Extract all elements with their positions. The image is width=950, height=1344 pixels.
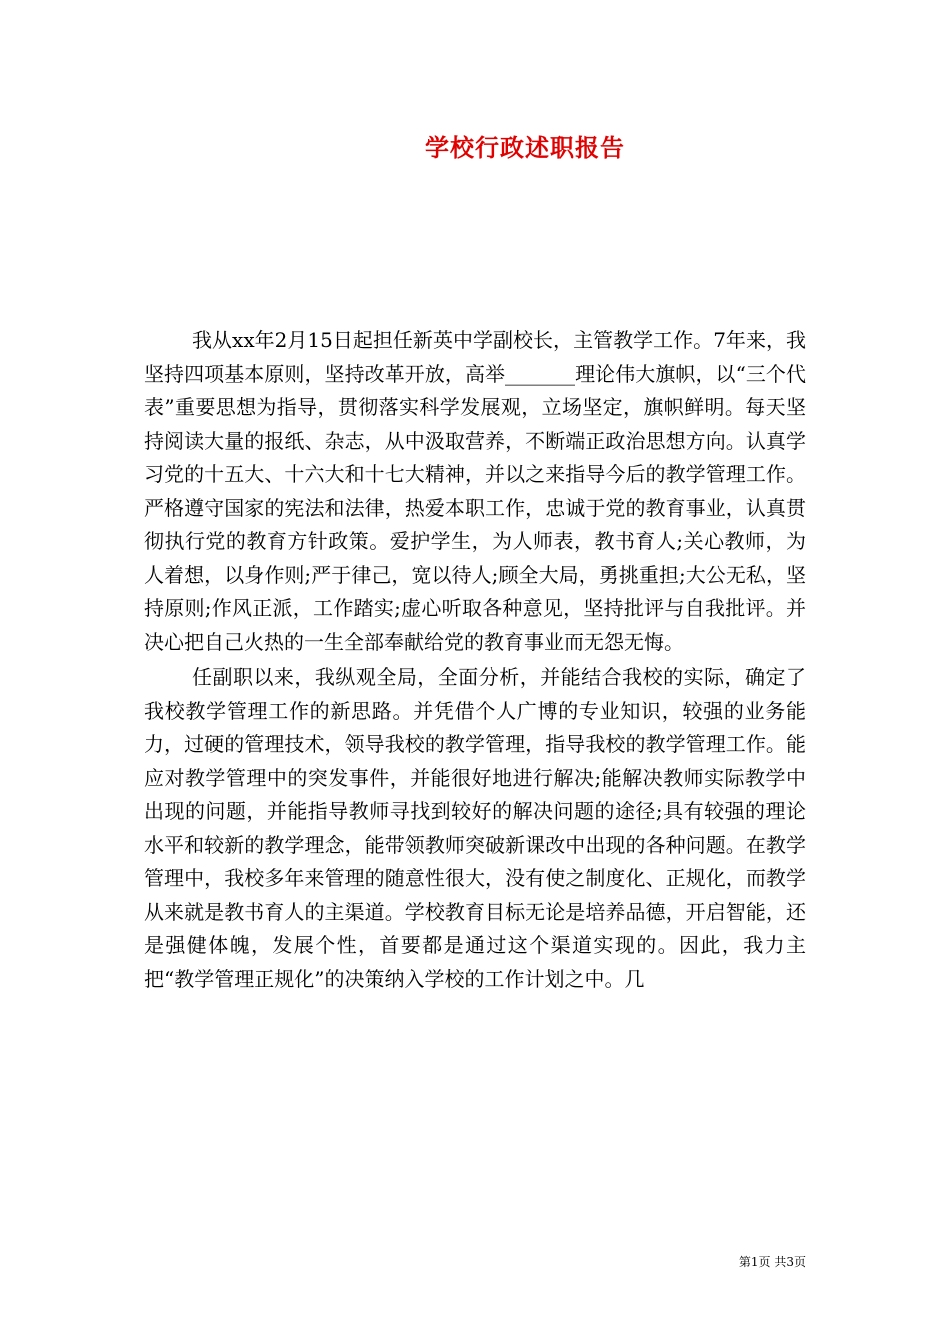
paragraph-1: 我从xx年2月15日起担任新英中学副校长，主管教学工作。7年来，我坚持四项基本原则，坚持改革开放，高举_______理论伟大旗帜，以“三个代表”重要思想为指导，贯彻落实科学发展观，立场坚定，旗帜鲜明。每天坚持阅读大量的报纸、杂志，从中汲取营养，不断端正政治思想方向。认真学习党的十五大、十六大和十七大精神，并以之来指导今后的教学管理工作。严格遵守国家的宪法和法律，热爱本职工作，忠诚于党的教育事业，认真贯彻执行党的教育方针政策。爱护学生，为人师表，教书育人;关心教师，为人着想，以身作则;严于律己，宽以待人;顾全大局，勇挑重担;大公无私，坚持原则;作风正派，工作踏实;虚心听取各种意见，坚持批评与自我批评。并决心把自己火热的一生全部奉献给党的教育事业而无怨无悔。 — [144, 328, 806, 654]
page-number-footer: 第1页 共3页 — [738, 1255, 806, 1269]
document-title: 学校行政述职报告 — [425, 133, 625, 162]
paragraph-2: 任副职以来，我纵观全局，全面分析，并能结合我校的实际，确定了我校教学管理工作的新思路。并凭借个人广博的专业知识，较强的业务能力，过硬的管理技术，领导我校的教学管理，指导我校的教学管理工作。能应对教学管理中的突发事件，并能很好地进行解决;能解决教师实际教学中出现的问题，并能指导教师寻找到较好的解决问题的途径;具有较强的理论水平和较新的教学理念，能带领教师突破新课改中出现的各种问题。在教学管理中，我校多年来管理的随意性很大，没有使之制度化、正规化，而教学从来就是教书育人的主渠道。学校教育目标无论是培养品德，开启智能，还是强健体魄，发展个性，首要都是通过这个渠道实现的。因此，我力主把“教学管理正规化”的决策纳入学校的工作计划之中。几 — [144, 665, 806, 991]
document-body — [144, 324, 806, 996]
